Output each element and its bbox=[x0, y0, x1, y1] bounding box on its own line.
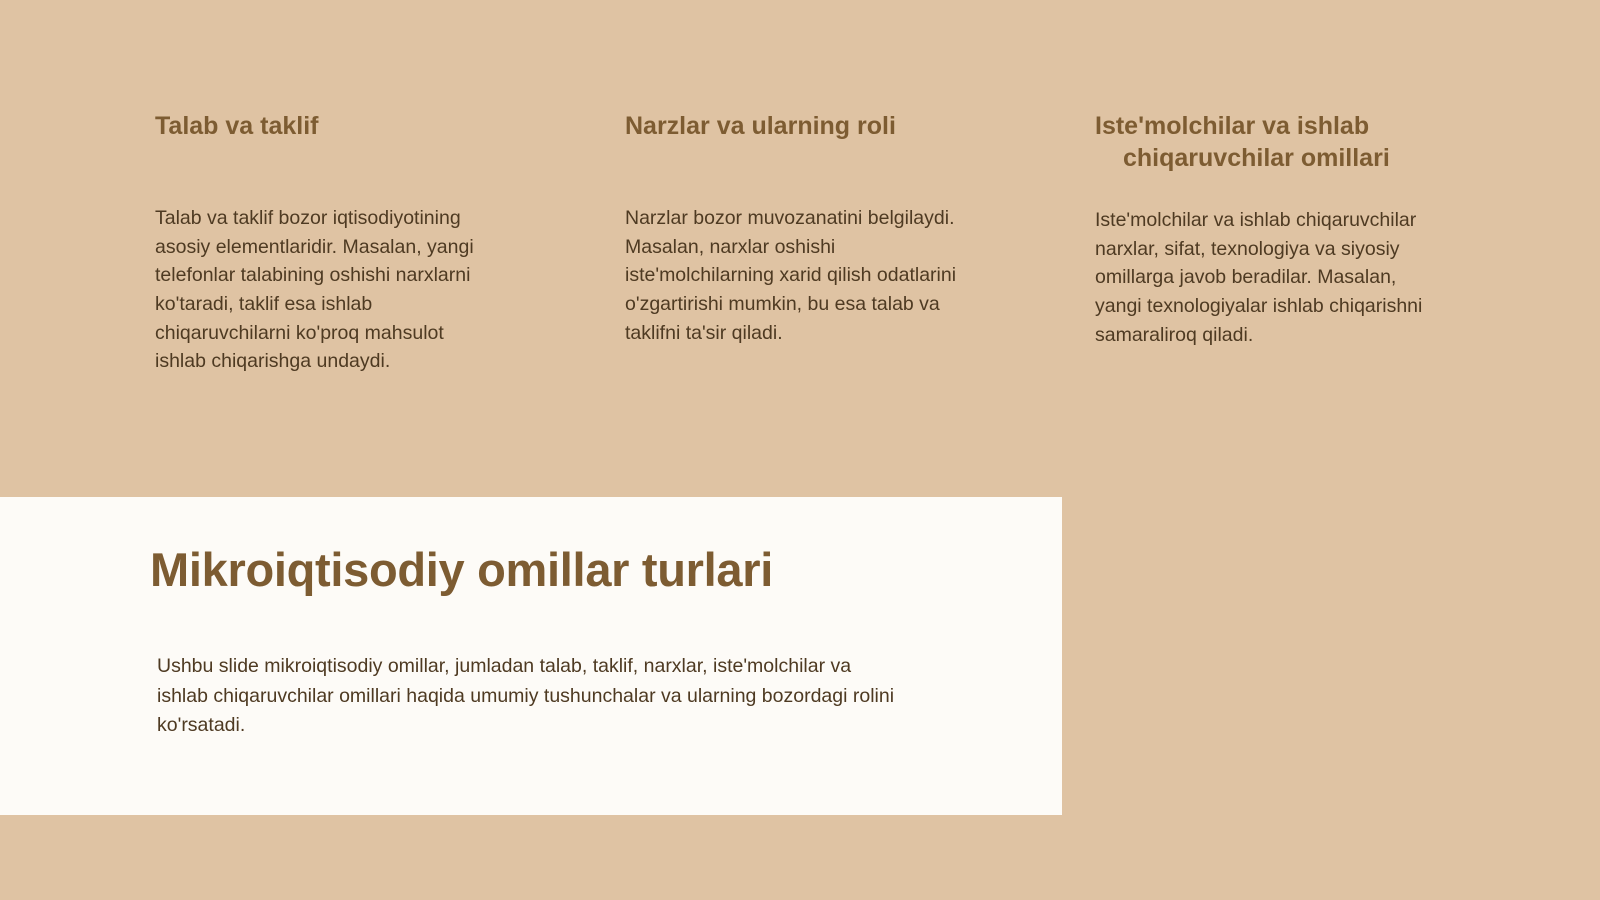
column-istemolchilar-va-ishlab-chiqaruvchilar bbox=[1095, 110, 1445, 500]
column-talab-va-taklif bbox=[155, 110, 495, 500]
column-body: Talab va taklif bozor iqtisodiyotining asosiy elementlaridir. Masalan, yangi telefonlar talabining oshishi narxlarni ko'taradi, taklif esa ishlab chiqaruvchilarni ko'proq mahsulot ishlab chiqarishga undaydi. bbox=[155, 207, 474, 373]
column-title-line-1: Iste'molchilar va ishlab bbox=[1095, 112, 1370, 140]
title-panel bbox=[0, 497, 1062, 815]
column-body: Narzlar bozor muvozanatini belgilaydi. Masalan, narxlar oshishi iste'molchilarning xarid qilish odatlarini o'zgartirishi mumkin, bu esa talab va taklifni ta'sir qiladi. bbox=[625, 207, 957, 344]
column-title-line-2: chiqaruvchilar omillari bbox=[1123, 144, 1390, 172]
column-body: Iste'molchilar va ishlab chiqaruvchilar narxlar, sifat, texnologiya va siyosiy omillarga javob beradilar. Masalan, yangi texnologiyalar ishlab chiqarishni samaraliroq qiladi. bbox=[1095, 209, 1423, 346]
column-title bbox=[1095, 110, 1445, 174]
page-title: Mikroiqtisodiy omillar turlari bbox=[150, 543, 773, 596]
slide-summary: Ushbu slide mikroiqtisodiy omillar, jumladan talab, taklif, narxlar, iste'molchilar va ishlab chiqaruvchilar omillari haqida umumiy tushunchalar va ularning bozordagi rolini ko'rsatadi. bbox=[157, 655, 895, 737]
bottom-strip bbox=[0, 815, 1600, 900]
column-title: Narzlar va ularning roli bbox=[625, 112, 896, 140]
column-title: Talab va taklif bbox=[155, 112, 319, 140]
column-narzlar-va-ularning-roli bbox=[625, 110, 965, 500]
